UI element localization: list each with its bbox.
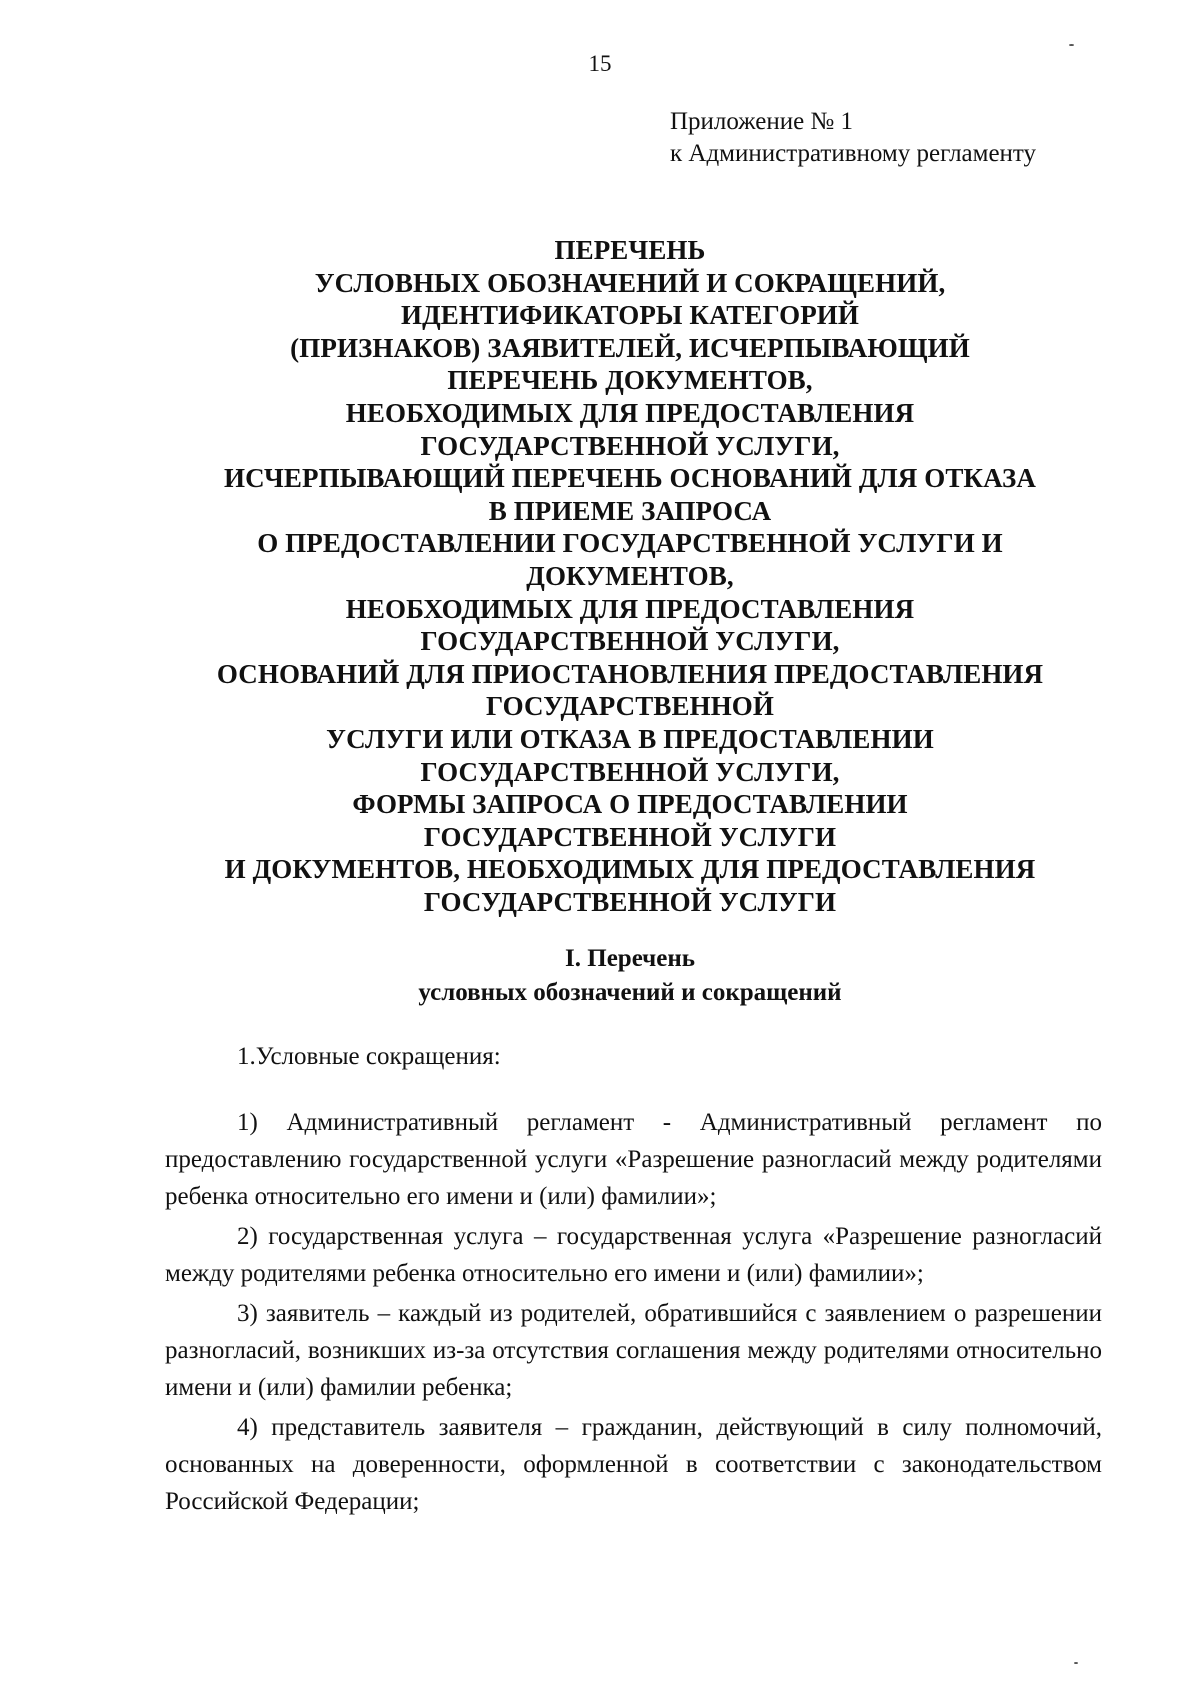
title-line: НЕОБХОДИМЫХ ДЛЯ ПРЕДОСТАВЛЕНИЯ [345, 593, 915, 624]
title-line: ИДЕНТИФИКАТОРЫ КАТЕГОРИЙ [400, 300, 860, 331]
appendix-number: Приложение № 1 [670, 108, 854, 135]
document-title [150, 234, 1110, 918]
page-number: 15 [588, 51, 612, 76]
title-line: И ДОКУМЕНТОВ, НЕОБХОДИМЫХ ДЛЯ ПРЕДОСТАВЛЕНИЯ [224, 854, 1036, 885]
scan-speck [1074, 1662, 1078, 1664]
title-line: НЕОБХОДИМЫХ ДЛЯ ПРЕДОСТАВЛЕНИЯ [345, 397, 915, 428]
title-line: ПЕРЕЧЕНЬ [554, 235, 706, 265]
section-heading [150, 942, 1110, 1010]
appendix-reference [670, 106, 1036, 170]
list-item: 2) государственная услуга – государственная услуга «Разрешение разногласий между родителями ребенка относительно его имени и (или) фамилии»; [165, 1223, 1102, 1287]
list-item: 3) заявитель – каждый из родителей, обратившийся с заявлением о разрешении разногласий, возникших из-за отсутствия соглашения между родителями относительно имени и (или) фамилии ребенка; [165, 1300, 1102, 1401]
title-line: ФОРМЫ ЗАПРОСА О ПРЕДОСТАВЛЕНИИ [352, 789, 908, 820]
list-item: 4) представитель заявителя – гражданин, действующий в силу полномочий, основанных на доверенности, оформленной в соответствии с законодательством Российской Федерации; [165, 1414, 1102, 1515]
abbreviations-subheading: 1.Условные сокращения: [237, 1043, 501, 1070]
title-line: ОСНОВАНИЙ ДЛЯ ПРИОСТАНОВЛЕНИЯ ПРЕДОСТАВЛЕНИЯ [216, 658, 1044, 689]
title-line: ГОСУДАРСТВЕННОЙ УСЛУГИ, [420, 430, 840, 461]
title-line: ГОСУДАРСТВЕННОЙ УСЛУГИ [423, 821, 837, 852]
scan-speck [1069, 44, 1074, 46]
title-line: ИСЧЕРПЫВАЮЩИЙ ПЕРЕЧЕНЬ ОСНОВАНИЙ ДЛЯ ОТКАЗА [223, 463, 1036, 494]
title-line: УСЛОВНЫХ ОБОЗНАЧЕНИЙ И СОКРАЩЕНИЙ, [314, 267, 946, 298]
title-line: ГОСУДАРСТВЕННОЙ УСЛУГИ, [420, 626, 840, 657]
title-line: ДОКУМЕНТОВ, [526, 560, 734, 591]
section-subtitle: условных обозначений и сокращений [418, 979, 842, 1006]
appendix-regulation: к Административному регламенту [670, 140, 1037, 167]
title-line: УСЛУГИ ИЛИ ОТКАЗА В ПРЕДОСТАВЛЕНИИ [326, 723, 934, 754]
title-line: ПЕРЕЧЕНЬ ДОКУМЕНТОВ, [447, 365, 813, 396]
title-line: О ПРЕДОСТАВЛЕНИИ ГОСУДАРСТВЕННОЙ УСЛУГИ И [257, 528, 1003, 559]
title-line: (ПРИЗНАКОВ) ЗАЯВИТЕЛЕЙ, ИСЧЕРПЫВАЮЩИЙ [290, 332, 970, 363]
section-number-title: I. Перечень [565, 945, 695, 972]
title-line: ГОСУДАРСТВЕННОЙ УСЛУГИ, [420, 756, 840, 787]
list-item: 1) Административный регламент - Административный регламент по предоставлению государственной услуги «Разрешение разногласий между родителями ребенка относительно его имени и (или) фамилии»; [165, 1109, 1102, 1210]
abbreviations-list [165, 1104, 1102, 1523]
title-line: ГОСУДАРСТВЕННОЙ УСЛУГИ [423, 886, 837, 917]
title-line: В ПРИЕМЕ ЗАПРОСА [488, 495, 772, 526]
title-line: ГОСУДАРСТВЕННОЙ [486, 691, 774, 722]
